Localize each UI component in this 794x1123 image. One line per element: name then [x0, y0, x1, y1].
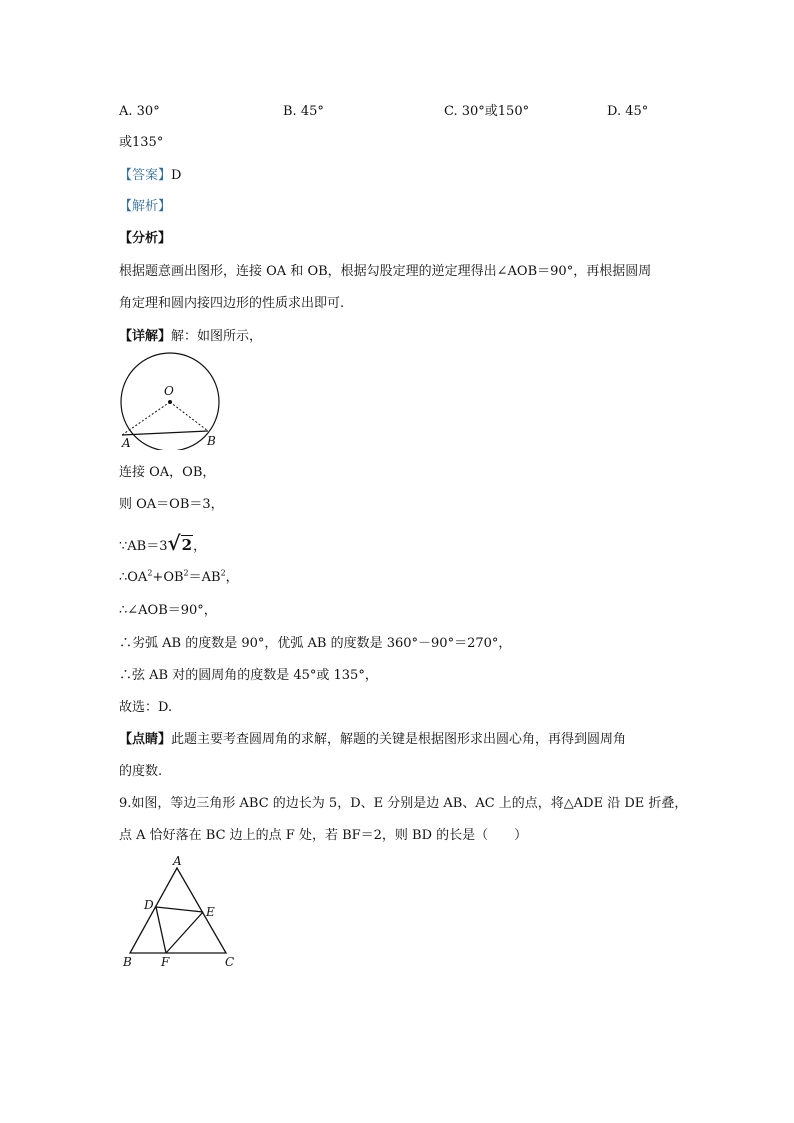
sq-s3: 2 — [220, 568, 226, 578]
label-d: D — [144, 898, 154, 912]
chord-ab — [122, 431, 208, 435]
detail-connect: 连接 OA，OB， — [119, 465, 216, 480]
option-d-continuation: 或135° — [119, 135, 164, 150]
detail-pythagorean — [119, 570, 239, 586]
detail-radius: 则 OA＝OB＝3， — [119, 497, 224, 512]
comment-line-2: 的度数. — [119, 764, 163, 779]
circle-figure — [114, 350, 226, 450]
sq-t4: ， — [225, 570, 239, 585]
sq-s2: 2 — [183, 568, 189, 578]
sq-s1: 2 — [147, 568, 153, 578]
fenxi-label: 【分析】 — [119, 231, 172, 246]
fenxi-line-1: 根据题意画出图形，连接 OA 和 OB，根据勾股定理的逆定理得出∠AOB＝90°，再根据圆周 — [119, 264, 652, 279]
segment-de — [156, 907, 203, 912]
detail-choose: 故选：D. — [119, 700, 173, 715]
ab-suffix: ， — [193, 539, 207, 554]
sq-t1: ∴OA — [119, 570, 148, 585]
detail-label: 【详解】 — [119, 329, 172, 344]
answer-line — [119, 168, 181, 184]
answer-value: D — [171, 168, 182, 183]
segment-df — [156, 907, 166, 953]
label-a: A — [173, 854, 182, 868]
q9-line-1: 9.如图，等边三角形 ABC 的边长为 5，D、E 分别是边 AB、AC 上的点，将△ADE 沿 DE 折叠， — [119, 796, 688, 811]
fenxi-line-2: 角定理和圆内接四边形的性质求出即可. — [119, 296, 345, 311]
detail-chord: ∴弦 AB 对的圆周角的度数是 45°或 135°， — [119, 668, 378, 683]
comment-line-1 — [119, 732, 626, 748]
answer-label: 【答案】 — [119, 168, 172, 183]
option-c: C. 30°或150° — [444, 104, 530, 119]
label-b: B — [207, 434, 216, 448]
comment-label: 【点睛】 — [119, 732, 172, 747]
q9-line-2: 点 A 恰好落在 BC 边上的点 F 处，若 BF＝2，则 BD 的长是（ ） — [119, 828, 528, 843]
label-e: E — [206, 905, 215, 919]
label-f: F — [161, 955, 170, 969]
detail-angle: ∴∠AOB＝90°， — [119, 603, 217, 618]
sq-t2: +OB — [152, 570, 184, 585]
detail-ab-length — [119, 531, 207, 555]
detail-arc: ∴劣弧 AB 的度数是 90°，优弧 AB 的度数是 360°－90°＝270°， — [119, 636, 512, 651]
label-o: O — [164, 384, 174, 398]
comment-text-1: 此题主要考查圆周角的求解，解题的关键是根据图形求出圆心角，再得到圆周角 — [171, 732, 627, 747]
analysis-label: 【解析】 — [119, 199, 172, 214]
label-c: C — [225, 955, 235, 969]
sq-t3: ＝AB — [188, 570, 221, 585]
option-d: D. 45° — [607, 104, 649, 119]
label-a: A — [122, 436, 131, 450]
radius-ob — [170, 402, 208, 431]
detail-heading — [119, 329, 262, 345]
segment-ef — [166, 912, 203, 953]
option-a: A. 30° — [119, 104, 160, 119]
option-b: B. 45° — [283, 104, 324, 119]
label-b: B — [123, 955, 132, 969]
center-point — [168, 400, 172, 404]
detail-intro: 解：如图所示， — [171, 329, 263, 344]
ab-radicand: 2 — [181, 536, 193, 554]
ab-prefix: ∵AB＝3 — [119, 539, 168, 554]
triangle-figure — [114, 852, 244, 974]
radius-oa — [122, 402, 170, 435]
sqrt-icon: √ — [167, 531, 181, 555]
